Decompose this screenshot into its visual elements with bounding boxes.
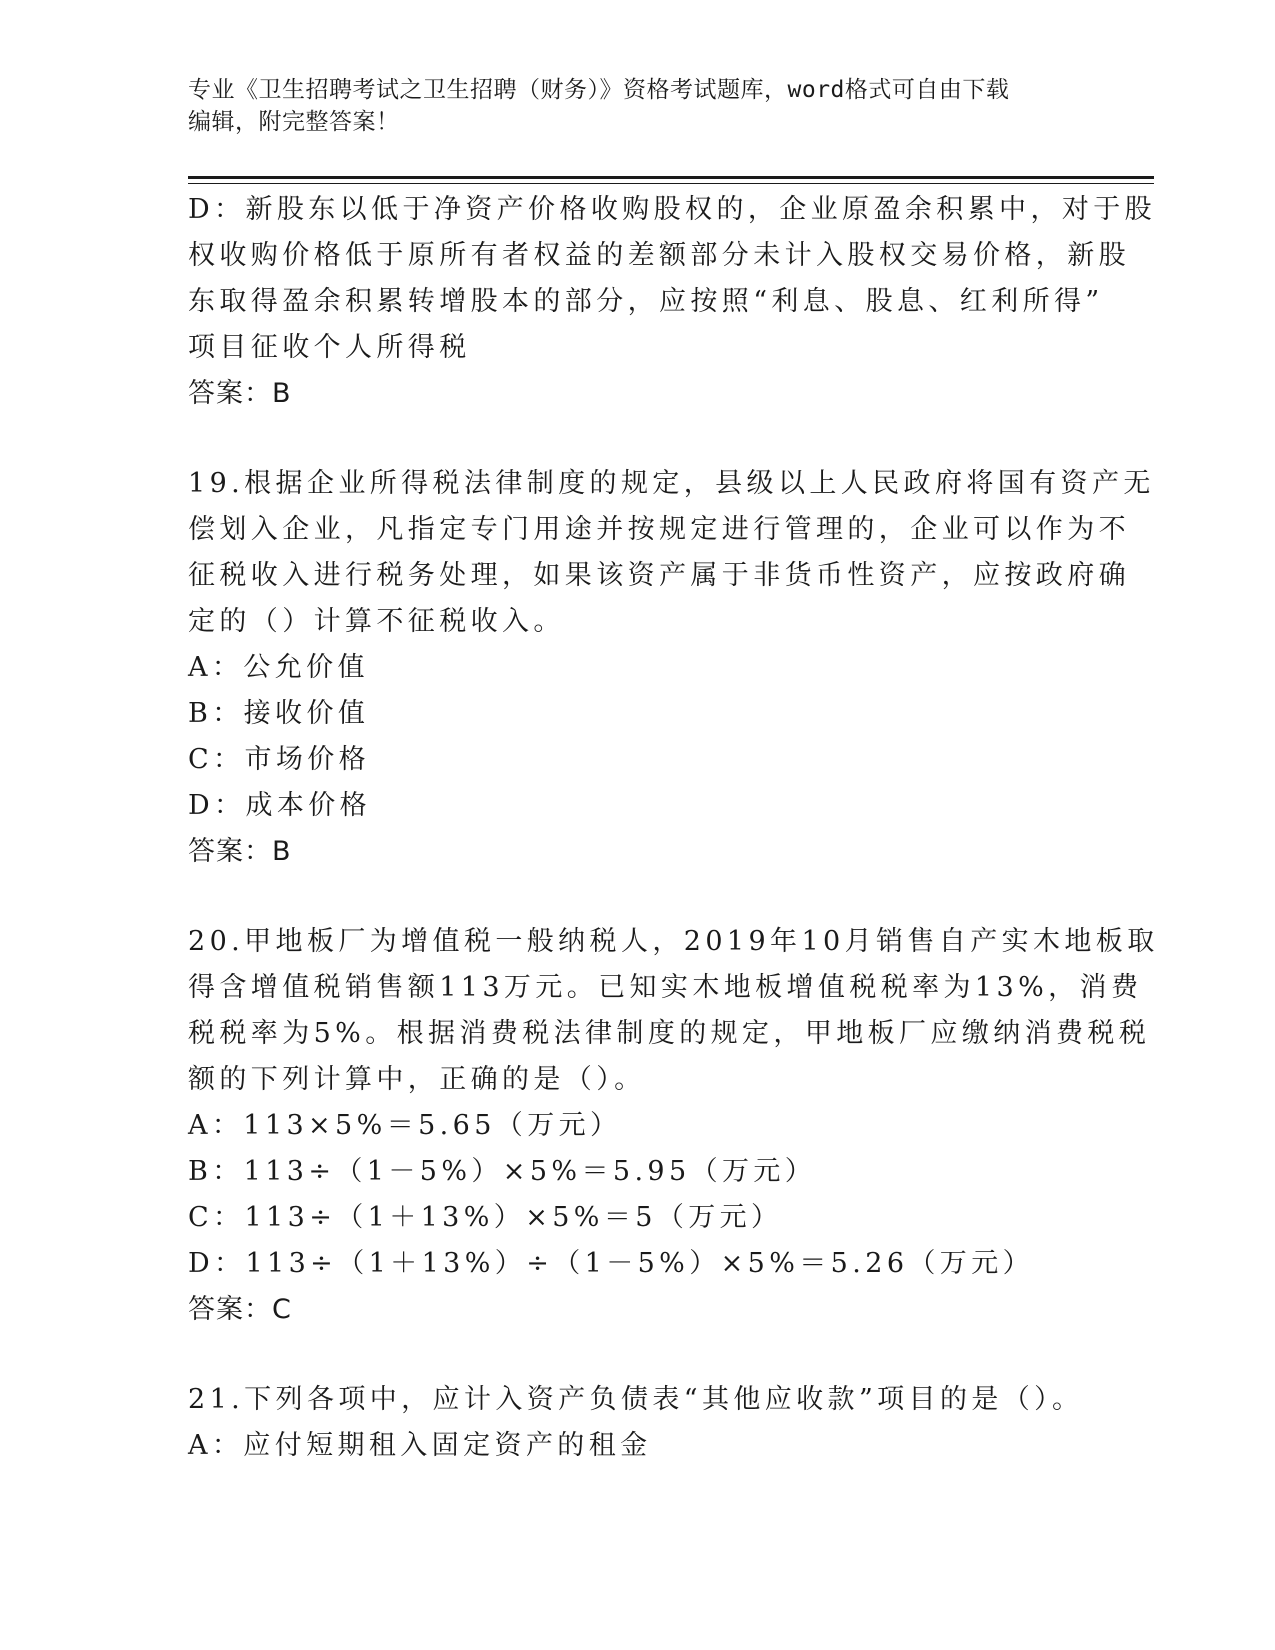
option-d-line: D：新股东以低于净资产价格收购股权的，企业原盈余积累中，对于股 (188, 194, 1157, 225)
option-c: C：市场价格 (188, 744, 371, 775)
spacer (188, 875, 1088, 919)
option-d: D：成本价格 (188, 790, 372, 821)
question-stem-line: 21.下列各项中，应计入资产负债表“其他应收款”项目的是（）。 (188, 1384, 1084, 1415)
option-d: D：113÷（1＋13%）÷（1－5%）×5%＝5.26（万元） (188, 1248, 1035, 1279)
answer-line: 答案：C (188, 1294, 292, 1325)
spacer (188, 417, 1088, 461)
header-rule-thin (188, 183, 1154, 184)
answer-line: 答案：B (188, 378, 292, 409)
header-line-1: 专业《卫生招聘考试之卫生招聘（财务）》资格考试题库，word格式可自由下载 (188, 77, 1010, 103)
header-line-2: 编辑，附完整答案！ (188, 109, 400, 135)
answer-line: 答案：B (188, 836, 292, 867)
document-body (188, 187, 1159, 1469)
option-d-line: 项目征收个人所得税 (188, 332, 471, 363)
option-a: A：公允价值 (188, 652, 369, 683)
question-18-tail (188, 187, 1157, 417)
option-c: C：113÷（1＋13%）×5%＝5（万元） (188, 1202, 783, 1233)
question-19 (188, 461, 1155, 875)
question-stem-line: 偿划入企业，凡指定专门用途并按规定进行管理的，企业可以作为不 (188, 514, 1130, 545)
option-a: A：应付短期租入固定资产的租金 (188, 1430, 652, 1461)
question-stem-line: 征税收入进行税务处理，如果该资产属于非货币性资产，应按政府确 (188, 560, 1130, 591)
header-rule-thick (188, 176, 1154, 179)
question-stem-line: 额的下列计算中，正确的是（）。 (188, 1064, 646, 1095)
question-stem-line: 得含增值税销售额113万元。已知实木地板增值税税率为13%，消费 (188, 972, 1143, 1003)
option-a: A：113×5%＝5.65（万元） (188, 1110, 622, 1141)
question-20 (188, 919, 1159, 1333)
option-d-line: 权收购价格低于原所有者权益的差额部分未计入股权交易价格，新股 (188, 240, 1130, 271)
question-stem-line: 定的（）计算不征税收入。 (188, 606, 565, 637)
question-stem-line: 税税率为5%。根据消费税法律制度的规定，甲地板厂应缴纳消费税税 (188, 1018, 1151, 1049)
question-21 (188, 1377, 1088, 1469)
spacer (188, 1333, 1088, 1377)
option-d-line: 东取得盈余积累转增股本的部分，应按照“利息、股息、红利所得” (188, 286, 1104, 317)
document-header (188, 74, 1088, 138)
question-stem-line: 20.甲地板厂为增值税一般纳税人，2019年10月销售自产实木地板取 (188, 926, 1159, 957)
question-stem-line: 19.根据企业所得税法律制度的规定，县级以上人民政府将国有资产无 (188, 468, 1155, 499)
option-b: B：113÷（1－5%）×5%＝5.95（万元） (188, 1156, 817, 1187)
option-b: B：接收价值 (188, 698, 370, 729)
